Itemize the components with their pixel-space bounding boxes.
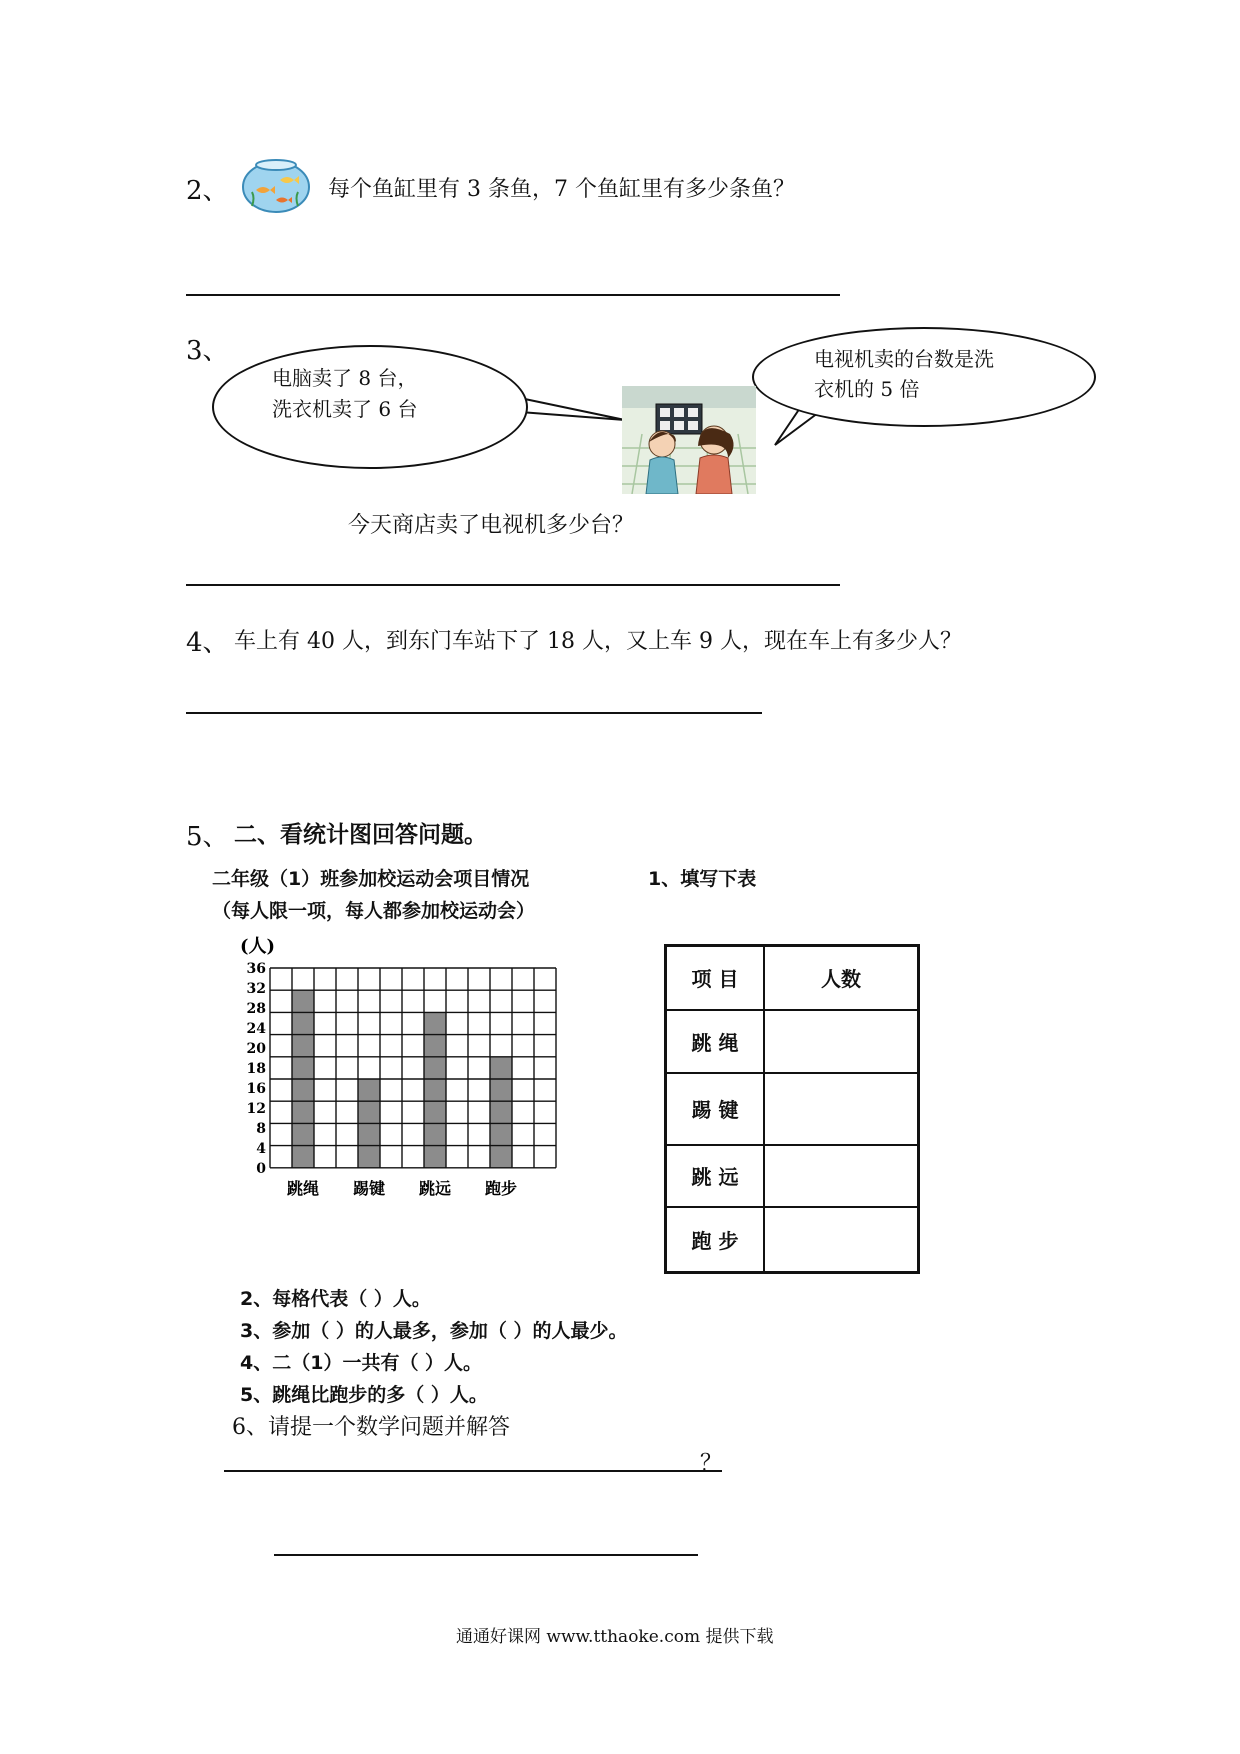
q4-number: 4、 <box>186 628 229 658</box>
table-cell-input[interactable] <box>764 1145 919 1207</box>
table-row-label: 跳 绳 <box>666 1010 765 1073</box>
y-tick-label: 28 <box>246 1000 266 1017</box>
x-tick-label: 踢键 <box>352 1178 386 1198</box>
y-tick-label: 32 <box>246 980 266 997</box>
x-tick-label: 跳绳 <box>286 1178 320 1198</box>
q3-number: 3、 <box>186 336 229 366</box>
y-tick-label: 12 <box>246 1100 266 1117</box>
x-tick-label: 跳远 <box>418 1178 452 1198</box>
q5-number: 5、 <box>186 822 229 852</box>
q4-text: 车上有 40 人，到东门车站下了 18 人，又上车 9 人，现在车上有多少人？ <box>234 629 962 654</box>
table-row-label: 跑 步 <box>666 1207 765 1273</box>
table-cell-input[interactable] <box>764 1207 919 1273</box>
table-cell-input[interactable] <box>764 1010 919 1073</box>
q2-text: 每个鱼缸里有 3 条鱼，7 个鱼缸里有多少条鱼？ <box>328 177 795 202</box>
speech-bubble-tails <box>0 0 1240 520</box>
table-row-label: 踢 键 <box>666 1073 765 1145</box>
bubble-left-line-2: 洗衣机卖了 6 台 <box>272 397 418 421</box>
bar-chart <box>200 922 600 1222</box>
y-tick-label: 20 <box>246 1040 266 1057</box>
y-tick-label: 8 <box>256 1120 266 1137</box>
answer-table <box>664 944 920 1274</box>
sub-question-2: 2、每格代表（ ）人。 <box>240 1288 431 1310</box>
q6-question-line[interactable] <box>224 1470 722 1472</box>
q2-number: 2、 <box>186 176 229 206</box>
q3-answer-line[interactable] <box>186 584 840 586</box>
y-tick-label: 16 <box>246 1080 266 1097</box>
q5-heading: 二、看统计图回答问题。 <box>234 822 487 848</box>
chart-subtitle: （每人限一项，每人都参加校运动会） <box>212 900 536 922</box>
table-header-item: 项 目 <box>666 946 765 1010</box>
table-cell-input[interactable] <box>764 1073 919 1145</box>
q4-answer-line[interactable] <box>186 712 762 714</box>
table-row-label: 跳 远 <box>666 1145 765 1207</box>
shop-girls-illustration <box>622 386 756 494</box>
sub-question-4: 4、二（1）一共有（ ）人。 <box>240 1352 483 1374</box>
y-tick-label: 24 <box>246 1020 266 1037</box>
bubble-right-line-1: 电视机卖的台数是洗 <box>814 347 994 371</box>
bar <box>424 1012 446 1167</box>
sub-question-5: 5、跳绳比跑步的多（ ）人。 <box>240 1384 488 1406</box>
bubble-right-line-2: 衣机的 5 倍 <box>814 377 920 401</box>
y-axis-label: (人) <box>240 936 276 957</box>
bar <box>490 1057 512 1168</box>
x-tick-label: 跑步 <box>484 1178 518 1198</box>
sub-question-3: 3、参加（ ）的人最多，参加（ ）的人最少。 <box>240 1320 628 1342</box>
question-mark: ？ <box>700 1451 723 1476</box>
y-tick-label: 4 <box>256 1140 266 1157</box>
table-instruction: 1、填写下表 <box>648 868 757 890</box>
speech-bubble-right <box>752 327 1096 427</box>
sub-question-6: 6、请提一个数学问题并解答 <box>232 1415 510 1440</box>
y-tick-label: 36 <box>246 961 266 977</box>
footer-text: 通通好课网 www.tthaoke.com 提供下载 <box>456 1627 774 1647</box>
q3-question: 今天商店卖了电视机多少台？ <box>348 513 635 538</box>
y-tick-label: 0 <box>256 1160 266 1177</box>
table-header-count: 人数 <box>764 946 919 1010</box>
q6-answer-line[interactable] <box>274 1554 698 1556</box>
y-tick-label: 18 <box>246 1060 266 1077</box>
bubble-left-line-1: 电脑卖了 8 台， <box>272 366 418 390</box>
chart-title: 二年级（1）班参加校运动会项目情况 <box>212 868 530 890</box>
